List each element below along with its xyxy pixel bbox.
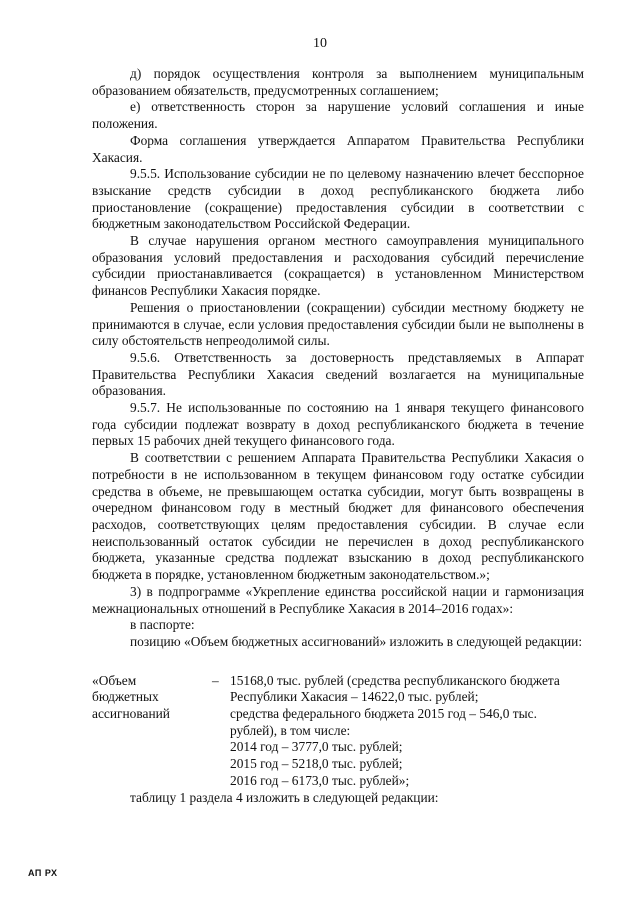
paragraph: е) ответственность сторон за нарушение условий соглашения и иные положения. bbox=[92, 99, 584, 132]
paragraph: 9.5.7. Не использованные по состоянию на 1 января текущего финансового года субсидии подлежат возврату в доход республиканского бюджета в течение первых 15 рабочих дней текущего финансового года. bbox=[92, 400, 584, 449]
budget-table-value: 15168,0 тыс. рублей (средства республиканского бюджета Республики Хакасия – 14622,0 тыс. рублей; средства федерального бюджета 2015 год – 546,0 тыс. рублей), в том числе: 2014 год – 3777,0 тыс. рублей; 2015 год – 5218,0 тыс. рублей; 2016 год – 6173,0 тыс. рублей»; bbox=[230, 672, 560, 788]
after-table-paragraph: таблицу 1 раздела 4 изложить в следующей редакции: bbox=[130, 789, 439, 805]
paragraph: 3) в подпрограмме «Укрепление единства российской нации и гармонизация межнациональных отношений в Республике Хакасия в 2014–2016 годах»: bbox=[92, 583, 584, 616]
paragraph: Форма соглашения утверждается Аппаратом Правительства Республики Хакасия. bbox=[92, 132, 584, 165]
paragraph: 9.5.6. Ответственность за достоверность представляемых в Аппарат Правительства Республики Хакасия сведений возлагается на муниципальные образования. bbox=[92, 349, 584, 399]
paragraph: В соответствии с решением Аппарата Правительства Республики Хакасия о потребности в не использованном в текущем финансовом году остатке субсидии средства в объеме, не превышающем остатка субсидии, могут быть возвращены в очередном финансовом году в местный бюджет для финансового обеспечения расходов, соответствующих целям предоставления субсидии. В случае если неиспользованный остаток субсидии не перечислен в доход республиканского бюджета, указанные средства подлежат взысканию в доход республиканского бюджета в порядке, установленном бюджетным законодательством.»; bbox=[92, 450, 584, 583]
budget-table bbox=[92, 673, 584, 790]
paragraph: 9.5.5. Использование субсидии не по целевому назначению влечет бесспорное взыскание средств субсидии в доход республиканского бюджета либо приостановление (сокращение) предоставления субсидии в соответствии с бюджетным законодательством Российской Федерации. bbox=[92, 166, 584, 232]
page-number: 10 bbox=[313, 36, 327, 51]
document-body bbox=[92, 66, 584, 806]
paragraph: Решения о приостановлении (сокращении) субсидии местному бюджету не принимаются в случае, если условия предоставления субсидии были не выполнены в силу обстоятельств непреодолимой силы. bbox=[92, 299, 584, 349]
budget-table-label: «Объем бюджетных ассигнований bbox=[92, 672, 170, 722]
paragraph: позицию «Объем бюджетных ассигнований» изложить в следующей редакции: bbox=[130, 633, 583, 649]
budget-table-dash: – bbox=[212, 672, 219, 688]
paragraph: в паспорте: bbox=[130, 617, 195, 633]
paragraph: д) порядок осуществления контроля за выполнением муниципальным образованием обязательств, предусмотренных соглашением; bbox=[92, 66, 584, 98]
paragraph: В случае нарушения органом местного самоуправления муниципального образования условий предоставления и расходования субсидий перечисление субсидии приостанавливается (сокращается) в установленном Министерством финансов Республики Хакасия порядке. bbox=[92, 233, 584, 299]
footer-mark: АП РХ bbox=[28, 868, 58, 878]
